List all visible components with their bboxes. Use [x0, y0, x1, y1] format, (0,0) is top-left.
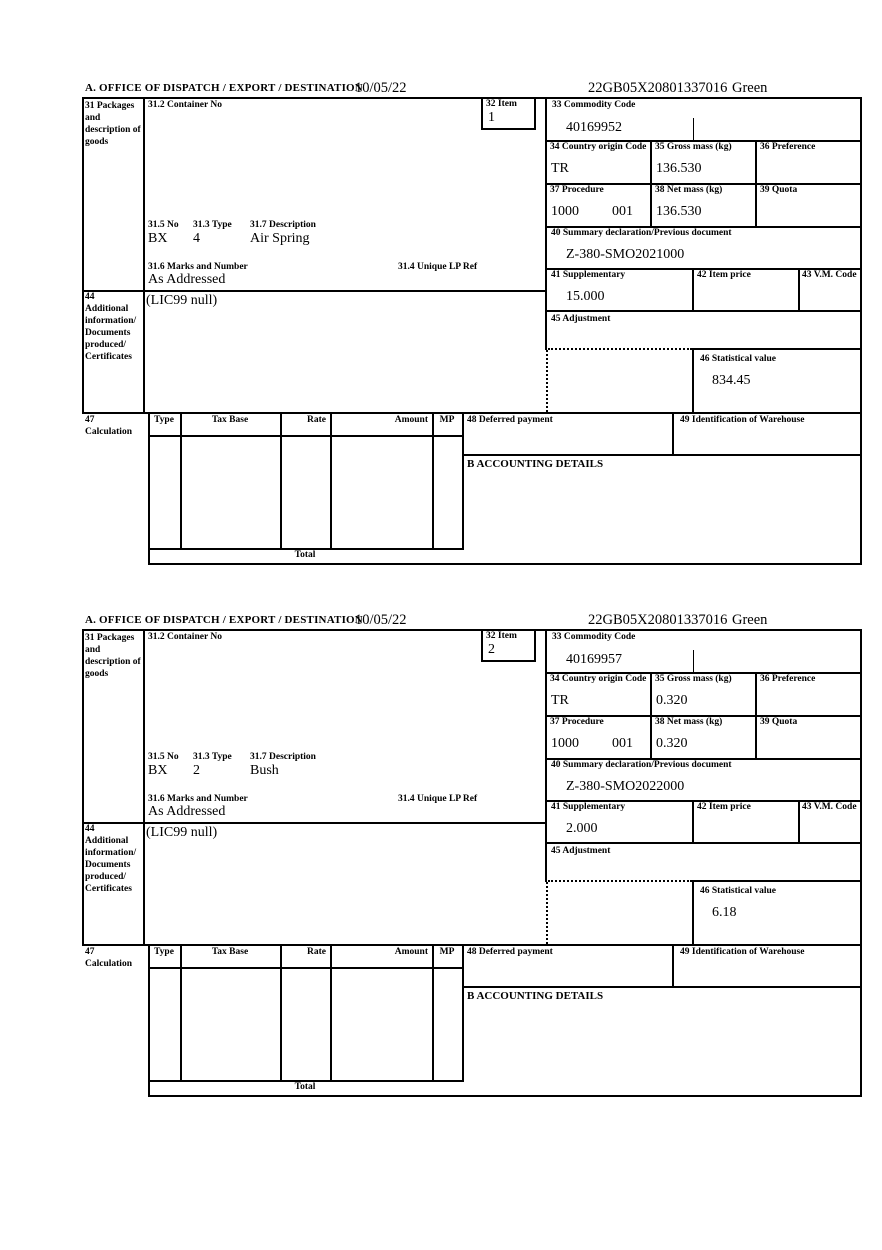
table-column-line: [148, 412, 150, 565]
commodity-code-subdivider: [693, 650, 694, 672]
office-of-dispatch-label: A. OFFICE OF DISPATCH / EXPORT / DESTINATION: [85, 614, 363, 626]
declaration-item-block-1: [0, 78, 882, 578]
table-header-bottom-line: [148, 967, 464, 969]
package-type-value: 2: [193, 763, 200, 778]
package-type-value: 4: [193, 231, 200, 246]
deferred-payment-label: 48 Deferred payment: [467, 415, 553, 425]
gross-mass-label: 35 Gross mass (kg): [655, 674, 732, 684]
declaration-reference: 22GB05X20801337016: [588, 612, 728, 628]
box42-43-divider: [798, 268, 800, 310]
warehouse-id-label: 49 Identification of Warehouse: [680, 415, 805, 425]
marks-number-label: 31.6 Marks and Number: [148, 794, 248, 804]
total-row-label: Total: [294, 550, 316, 560]
box35-36-divider: [755, 672, 757, 758]
col-header-type: Type: [154, 947, 174, 957]
adjustment-label: 45 Adjustment: [551, 846, 611, 856]
procedure-label: 37 Procedure: [550, 717, 604, 727]
dotted-vertical-divider: [546, 882, 548, 944]
statistical-value-label: 46 Statistical value: [700, 886, 776, 896]
box41-42-divider: [692, 268, 694, 310]
commodity-code-label: 33 Commodity Code: [552, 100, 636, 110]
supplementary-value: 2.000: [566, 821, 598, 836]
box44-number: 44: [85, 824, 95, 834]
statistical-value: 834.45: [712, 373, 751, 388]
declaration-reference: 22GB05X20801337016: [588, 80, 728, 96]
box48-49-divider: [672, 944, 674, 988]
item-price-label: 42 Item price: [697, 270, 751, 280]
country-origin-label: 34 Country origin Code: [550, 674, 647, 684]
marks-number-value: As Addressed: [148, 272, 226, 287]
gross-mass-label: 35 Gross mass (kg): [655, 142, 732, 152]
unique-lp-ref-label: 31.4 Unique LP Ref: [398, 794, 478, 804]
net-mass-label: 38 Net mass (kg): [655, 717, 723, 727]
col-header-mp: MP: [439, 947, 455, 957]
dispatch-date: 10/05/22: [355, 80, 407, 96]
summary-declaration-label: 40 Summary declaration/Previous document: [551, 228, 732, 238]
box34-35-divider: [650, 140, 652, 226]
table-column-line: [432, 944, 434, 1082]
col-header-amount: Amount: [394, 415, 428, 425]
description-label: 31.7 Description: [250, 752, 316, 762]
table-column-line: [180, 412, 182, 550]
dotted-horizontal-divider: [548, 880, 692, 882]
border-top: [82, 97, 862, 99]
table-column-line: [148, 944, 150, 1097]
col-header-tax-base: Tax Base: [211, 947, 249, 957]
description-label: 31.7 Description: [250, 220, 316, 230]
package-type-label: 31.3 Type: [193, 752, 232, 762]
accounting-details-label: B ACCOUNTING DETAILS: [467, 458, 604, 470]
table-header-bottom-line: [148, 435, 464, 437]
border-right: [860, 629, 862, 1097]
col-header-amount: Amount: [394, 947, 428, 957]
box47-number: 47: [85, 947, 95, 957]
unique-lp-ref-label: 31.4 Unique LP Ref: [398, 262, 478, 272]
additional-info-value: (LIC99 null): [146, 825, 218, 840]
commodity-code-value: 40169952: [566, 120, 622, 135]
label-column-divider: [143, 97, 145, 412]
item-label: 32 Item: [486, 99, 517, 109]
box44-number: 44: [85, 292, 95, 302]
package-no-label: 31.5 No: [148, 752, 179, 762]
item-label: 32 Item: [486, 631, 517, 641]
quota-label: 39 Quota: [760, 185, 798, 195]
right-column-divider: [545, 629, 547, 882]
summary-declaration-value: Z-380-SMO2022000: [566, 779, 685, 794]
table-column-line: [462, 944, 464, 1082]
box41-bottom-line: [545, 842, 862, 844]
box47-top-line: [82, 412, 862, 414]
table-column-line: [330, 944, 332, 1082]
label-column-divider: [143, 629, 145, 944]
box44-top-line: [82, 822, 545, 824]
col-header-rate: Rate: [307, 947, 326, 957]
border-right: [860, 97, 862, 565]
package-no-label: 31.5 No: [148, 220, 179, 230]
net-mass-label: 38 Net mass (kg): [655, 185, 723, 195]
calculation-label: Calculation: [85, 959, 132, 969]
box31-label: 31 Packages and description of goods: [85, 101, 141, 147]
container-no-label: 31.2 Container No: [148, 632, 222, 642]
box47-number: 47: [85, 415, 95, 425]
box46-top-line: [692, 348, 862, 350]
border-left: [82, 97, 84, 412]
procedure-extra-value: 001: [612, 736, 633, 751]
country-origin-label: 34 Country origin Code: [550, 142, 647, 152]
table-column-line: [280, 412, 282, 550]
statistical-value: 6.18: [712, 905, 737, 920]
box31-label: 31 Packages and description of goods: [85, 633, 141, 679]
border-left: [82, 629, 84, 944]
table-column-line: [180, 944, 182, 1082]
marks-number-value: As Addressed: [148, 804, 226, 819]
box44-label: Additional information/ Documents produced/ Certificates: [85, 836, 137, 894]
calculation-label: Calculation: [85, 427, 132, 437]
office-of-dispatch-label: A. OFFICE OF DISPATCH / EXPORT / DESTINATION: [85, 82, 363, 94]
box48-49-divider: [672, 412, 674, 456]
commodity-code-subdivider: [693, 118, 694, 140]
border-bottom: [148, 563, 862, 565]
country-origin-value: TR: [551, 693, 569, 708]
col-header-type: Type: [154, 415, 174, 425]
item-price-label: 42 Item price: [697, 802, 751, 812]
box35-36-divider: [755, 140, 757, 226]
preference-label: 36 Preference: [760, 142, 816, 152]
box44-label: Additional information/ Documents produced/ Certificates: [85, 304, 137, 362]
box48-49-bottom-line: [462, 454, 862, 456]
box41-bottom-line: [545, 310, 862, 312]
vm-code-label: 43 V.M. Code: [802, 270, 857, 280]
description-value: Air Spring: [250, 231, 310, 246]
adjustment-label: 45 Adjustment: [551, 314, 611, 324]
col-header-tax-base: Tax Base: [211, 415, 249, 425]
gross-mass-value: 0.320: [656, 693, 688, 708]
deferred-payment-label: 48 Deferred payment: [467, 947, 553, 957]
warehouse-id-label: 49 Identification of Warehouse: [680, 947, 805, 957]
col-header-rate: Rate: [307, 415, 326, 425]
supplementary-label: 41 Supplementary: [551, 270, 626, 280]
description-value: Bush: [250, 763, 279, 778]
commodity-code-value: 40169957: [566, 652, 622, 667]
col-header-mp: MP: [439, 415, 455, 425]
procedure-value: 1000: [551, 736, 579, 751]
box41-42-divider: [692, 800, 694, 842]
net-mass-value: 0.320: [656, 736, 688, 751]
dispatch-date: 10/05/22: [355, 612, 407, 628]
box46-left-line: [692, 880, 694, 946]
summary-declaration-value: Z-380-SMO2021000: [566, 247, 685, 262]
procedure-label: 37 Procedure: [550, 185, 604, 195]
table-column-line: [432, 412, 434, 550]
net-mass-value: 136.530: [656, 204, 702, 219]
routing-status: Green: [732, 80, 768, 96]
summary-declaration-label: 40 Summary declaration/Previous document: [551, 760, 732, 770]
country-origin-value: TR: [551, 161, 569, 176]
marks-number-label: 31.6 Marks and Number: [148, 262, 248, 272]
package-type-label: 31.3 Type: [193, 220, 232, 230]
table-column-line: [280, 944, 282, 1082]
supplementary-value: 15.000: [566, 289, 605, 304]
dotted-vertical-divider: [546, 350, 548, 412]
declaration-item-block-2: [0, 610, 882, 1110]
total-row-label: Total: [294, 1082, 316, 1092]
item-number-value: 1: [488, 110, 495, 125]
statistical-value-label: 46 Statistical value: [700, 354, 776, 364]
box42-43-divider: [798, 800, 800, 842]
box46-top-line: [692, 880, 862, 882]
box47-top-line: [82, 944, 862, 946]
procedure-value: 1000: [551, 204, 579, 219]
box48-49-bottom-line: [462, 986, 862, 988]
package-no-value: BX: [148, 231, 168, 246]
box44-top-line: [82, 290, 545, 292]
right-column-divider: [545, 97, 547, 350]
border-top: [82, 629, 862, 631]
procedure-extra-value: 001: [612, 204, 633, 219]
gross-mass-value: 136.530: [656, 161, 702, 176]
package-no-value: BX: [148, 763, 168, 778]
routing-status: Green: [732, 612, 768, 628]
table-column-line: [462, 412, 464, 550]
box34-35-divider: [650, 672, 652, 758]
accounting-details-label: B ACCOUNTING DETAILS: [467, 990, 604, 1002]
container-no-label: 31.2 Container No: [148, 100, 222, 110]
preference-label: 36 Preference: [760, 674, 816, 684]
table-column-line: [330, 412, 332, 550]
additional-info-value: (LIC99 null): [146, 293, 218, 308]
commodity-code-label: 33 Commodity Code: [552, 632, 636, 642]
box46-left-line: [692, 348, 694, 414]
quota-label: 39 Quota: [760, 717, 798, 727]
dotted-horizontal-divider: [548, 348, 692, 350]
item-number-value: 2: [488, 642, 495, 657]
supplementary-label: 41 Supplementary: [551, 802, 626, 812]
border-bottom: [148, 1095, 862, 1097]
vm-code-label: 43 V.M. Code: [802, 802, 857, 812]
